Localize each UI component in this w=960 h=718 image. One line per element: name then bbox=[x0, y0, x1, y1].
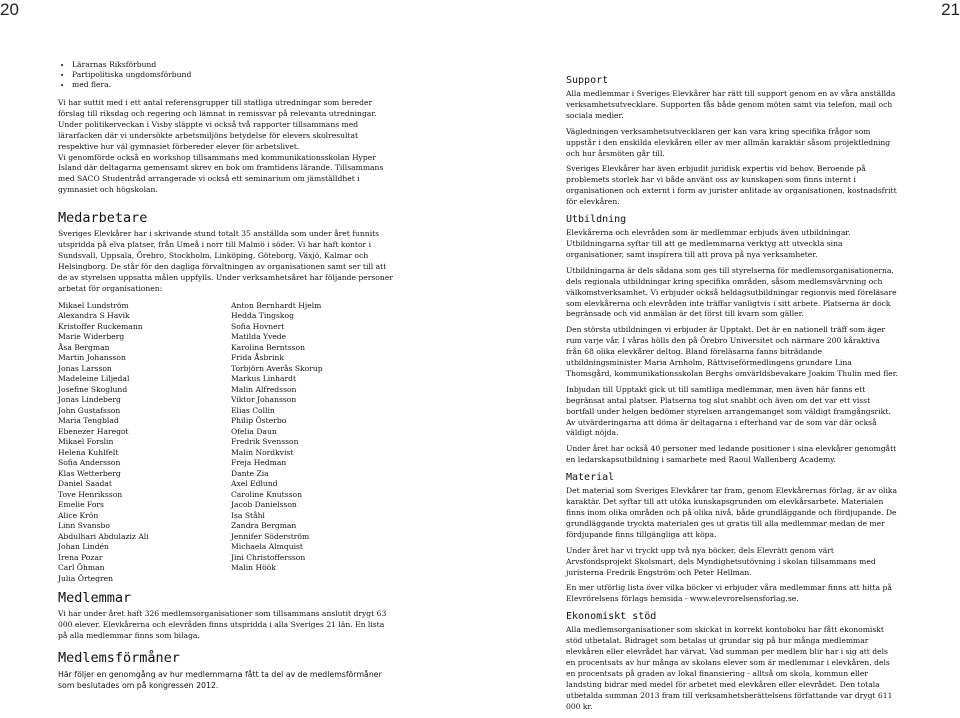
staff-name: Matilda Yvede bbox=[231, 332, 287, 342]
staff-name: Tove Henriksson bbox=[58, 489, 123, 499]
staff-name: Dante Zia bbox=[231, 468, 269, 478]
staff-name: Linn Svansbo bbox=[58, 521, 110, 531]
staff-name: Madeleine Liljedal bbox=[58, 374, 130, 384]
staff-name: Marie Widerberg bbox=[58, 332, 125, 342]
staff-name: Freja Hedman bbox=[231, 458, 287, 468]
staff-name: Elias Collin bbox=[231, 405, 275, 415]
intro-paragraph: Vi har suttit med i ett antal referensgrupper till statliga utredningar som bereder förslag till riksdag och regering och lämnat in remissvar på relevanta utredningar. Under politikerveckan i Visby släppte vi också två rapporter tillsammans med lärarfacken där vi undersökte arbetsmiljöns betydelse för elevers skolresultat respektive hur väl gymnasiet förbereder elever för arbetslivet. bbox=[58, 98, 377, 151]
staff-name: Malin Alfredsson bbox=[231, 384, 297, 394]
support-heading: Support bbox=[566, 75, 609, 86]
ekonomiskt-stod-heading: Ekonomiskt stöd bbox=[566, 611, 657, 623]
staff-name: Alexandra S Havik bbox=[58, 311, 130, 321]
ekonomiskt-stod-paragraph: Alla medlemsorganisationer som skickat in korrekt kontoboku har fått ekonomiskt stöd utbetalat. Bidraget som betalas ut grundar sig på hur många medlemmar elevkåren eller elevrådet har värvat. Vad summan per medlem blir har i sig att dels en procentsats av hur många av skolans elever som är medlemmar i elevkåren, dels en procentsats på graden av lokal finansiering - alltså om skola, kommun eller landsting bidrar med medel för arbetet med elevkåren eller elevrådet. Den totala utbetalda summan 2013 fram till verksamhetsberättelsens författande var drygt 611 000 kr. bbox=[566, 625, 893, 711]
staff-name: Johan Lindén bbox=[58, 542, 109, 552]
staff-name: Irena Pozar bbox=[58, 552, 103, 562]
staff-name: Sofia Andersson bbox=[58, 458, 121, 468]
staff-name: Carl Öhman bbox=[58, 563, 105, 573]
list-item: • med flera. bbox=[72, 80, 394, 90]
staff-name: Zandra Bergman bbox=[231, 521, 297, 531]
staff-name: Axel Edlund bbox=[231, 479, 278, 489]
staff-name: Daniel Saadat bbox=[58, 479, 112, 489]
staff-name: Emelie Fors bbox=[58, 500, 104, 510]
staff-name: Julia Örtegren bbox=[58, 573, 114, 583]
organization-bullet-list bbox=[58, 60, 394, 90]
staff-name: Philip Österbo bbox=[231, 416, 287, 426]
staff-name: Jonas Larsson bbox=[58, 363, 112, 373]
page-number-left: 20 bbox=[0, 0, 19, 19]
staff-name: Josefine Skoglund bbox=[58, 384, 128, 394]
medlemmar-text: Vi har under året haft 326 medlemsorganisationer som tillsammans anslutit drygt 63 000 elever. Elevkårerna och elevråden finns utspridda i alla Sveriges 21 län. En lista på alla medlemmar finns som bilaga. bbox=[58, 609, 387, 640]
staff-name: Ofelia Daun bbox=[231, 426, 277, 436]
staff-name: Malin Höök bbox=[231, 563, 276, 573]
staff-name: Ebenezer Haregot bbox=[58, 426, 129, 436]
medarbetare-text: Sveriges Elevkårer har i skrivande stund totalt 35 anställda som under året funnits utspridda på elva platser, från Umeå i norr till Malmö i söder. Vi har haft kontor i Sundsvall, Uppsala, Örebro, Stockholm, Linköping, Göteborg, Växjö, Kalmar och Helsingborg. De står för den dagliga förvaltningen av organisationen samt ser till att de av styrelsen uppsatta målen uppfylls. Under verksamhetsåret har följande personer arbetat för organisationen: bbox=[58, 229, 393, 293]
utbildning-heading: Utbildning bbox=[566, 214, 627, 226]
staff-name: Jacob Danielsson bbox=[231, 500, 297, 510]
staff-name: Markus Linhardt bbox=[231, 374, 297, 384]
staff-name: Malin Nordkvist bbox=[231, 447, 294, 457]
list-item: • Lärarnas Riksförbund bbox=[72, 60, 394, 70]
staff-name: Kristoffer Ruckemann bbox=[58, 321, 143, 331]
staff-name: Martin Johansson bbox=[58, 353, 126, 363]
staff-name: Klas Wetterberg bbox=[58, 468, 121, 478]
staff-name: Alice Krön bbox=[58, 510, 99, 520]
material-paragraph: Det material som Sveriges Elevkårer tar fram, genom Elevkårernas förlag, är av olika karaktär. Det syftar till att utöka kunskapsgrunden om elevkårsarbete. Materialen finns inom olika områden och på olika nivå, både grundläggande och fördjupande. De grundläggande tryckta materialen ges ut gratis till alla medlemmar medan de mer fördjupande finns tillgängliga att köpa. bbox=[566, 486, 898, 539]
utbildning-paragraph: Elevkårerna och elevråden som är medlemmar erbjuds även utbildningar. Utbildningarna syftar till att ge medlemmarna verktyg att utveckla sina organisationer, samt inspirera till att prova på nya verksamheter. bbox=[566, 228, 851, 259]
utbildning-paragraph: Utbildningarna är dels sådana som ges till styrelserna för medlemsorganisationerna, dels regionala utbildningar kring specifika områden, såsom medlemsvärvning och välkomstverksamhet. Vi erbjuder också heldagsutbildningar regionvis med föreläsare som elevkårerna och elevråden inte träffar vanligtvis i sitt arbete. Platserna är dock begränsade och vid anmälan är det först till kvarn som gäller. bbox=[566, 265, 897, 319]
staff-names-column-1 bbox=[58, 301, 231, 585]
support-paragraph: Alla medlemmar i Sveriges Elevkårer har rätt till support genom en av våra anställda verksamhetsutvecklare. Supporten fås både genom möten samt via telefon, mail och sociala medier. bbox=[566, 89, 896, 120]
medlemmar-heading: Medlemmar bbox=[58, 590, 132, 607]
material-paragraph: En mer utförlig lista över vilka böcker vi erbjuder våra medlemmar finns att hitta på Elevrörelsens förlags hemsida - www.elevrorelsensforlag.se. bbox=[566, 583, 892, 604]
intro-paragraph: Vi genomförde också en workshop tillsammans med kommunikationsskolan Hyper Island där deltagarna gemensamt skrev en bok om framtidens lärande. Tillsammans med SACO Studentråd arrangerade vi också ett seminarium om jämställdhet i gymnasiet och högskolan. bbox=[58, 152, 384, 195]
staff-name: Mikael Lundström bbox=[58, 300, 129, 310]
staff-name: Caroline Knutsson bbox=[231, 489, 302, 499]
staff-name: Jennifer Söderström bbox=[231, 531, 310, 541]
staff-name: Michaela Almquist bbox=[231, 542, 303, 552]
staff-name: Karolina Berntsson bbox=[231, 342, 305, 352]
staff-name-list bbox=[58, 301, 394, 585]
utbildning-paragraph: Under året har också 40 personer med ledande positioner i sina elevkårer genomgått en ledarskapsutbildning i samarbete med Raoul Wallenberg Academy. bbox=[566, 444, 897, 465]
page-number-right: 21 bbox=[941, 0, 960, 19]
support-paragraph: Sveriges Elevkårer har även erbjudit juridisk expertis vid behov. Beroende på problemets storlek har vi både använt oss av kunskapen som finns internt i organisationen och externt i form av jurister anlitade av organisationen, kostnadsfritt för elevkåren. bbox=[566, 164, 897, 207]
staff-names-column-2 bbox=[231, 301, 323, 585]
list-item: • Partipolitiska ungdomsförbund bbox=[72, 70, 394, 80]
medlemsformaner-text: Här följer en genomgång av hur medlemmarna fått ta del av de medlemsförmåner som beslutades om på kongressen 2012. bbox=[58, 669, 382, 690]
staff-name: Frida Åsbrink bbox=[231, 353, 284, 363]
staff-name: Jini Christoffersson bbox=[231, 552, 306, 562]
staff-name: Viktor Johansson bbox=[231, 395, 297, 405]
left-page-column bbox=[58, 60, 394, 691]
staff-name: Åsa Bergman bbox=[58, 342, 110, 352]
utbildning-paragraph: Inbjudan till Upptakt gick ut till samtliga medlemmar, men även här fanns ett begränsat antal platser. Platserna tog slut snabbt och även om det var ett visst bortfall under helgen bedömer styrelsen arrangemanget som väldigt framgångsrikt. Av utvärderingarna att döma är deltagarna i efterhand var de som var där också väldigt nöjda. bbox=[566, 384, 891, 438]
material-paragraph: Under året har vi tryckt upp två nya böcker, dels Elevrätt genom värt Arvsfondsprojekt Skolsmart, dels Myndighetsutövning i skolan tillsammans med juristerna Fredrik Engström och Peter Hellman. bbox=[566, 545, 876, 577]
staff-name: Sofia Hovnert bbox=[231, 321, 285, 331]
staff-name: Helena Kuhlfelt bbox=[58, 447, 119, 457]
staff-name: Abdulhari Abdulaziz Ali bbox=[58, 531, 149, 541]
staff-name: Jonas Lindeberg bbox=[58, 395, 121, 405]
staff-name: Anton Bernhardt Hjelm bbox=[231, 300, 322, 310]
staff-name: Mikael Forslin bbox=[58, 437, 114, 447]
material-heading: Material bbox=[566, 472, 615, 484]
staff-name: Torbjörn Averås Skorup bbox=[231, 363, 323, 373]
staff-name: John Gustafsson bbox=[58, 405, 121, 415]
utbildning-paragraph: Den största utbildningen vi erbjuder är Upptakt. Det är en nationell träff som äger rum varje vår. I våras hölls den på Örebro Universitet och närmare 200 kåraktiva från 68 olika elevkårer deltog. Bland föreläsarna fanns biträdande utbildningsminister Maria Arnholm, Rättviseförmedlingens grundare Lina Thomsgård, kommunikationsskolan Berghs omvärldsbevakare Joakim Thulin med fler. bbox=[566, 325, 898, 378]
support-paragraph: Vägledningen verksamhetsutvecklaren ger kan vara kring specifika frågor som uppstår i den enskilda elevkåren eller av mer allmän karaktär såsom projektledning och hur årsmöten går till. bbox=[566, 126, 891, 158]
staff-name: Fredrik Svensson bbox=[231, 437, 299, 447]
medarbetare-heading: Medarbetare bbox=[58, 210, 148, 227]
staff-name: Isa Ståhl bbox=[231, 510, 265, 520]
staff-name: Maria Tengblad bbox=[58, 416, 119, 426]
staff-name: Hedda Tingskog bbox=[231, 311, 294, 321]
medlemsformaner-heading: Medlemsförmåner bbox=[58, 649, 180, 666]
